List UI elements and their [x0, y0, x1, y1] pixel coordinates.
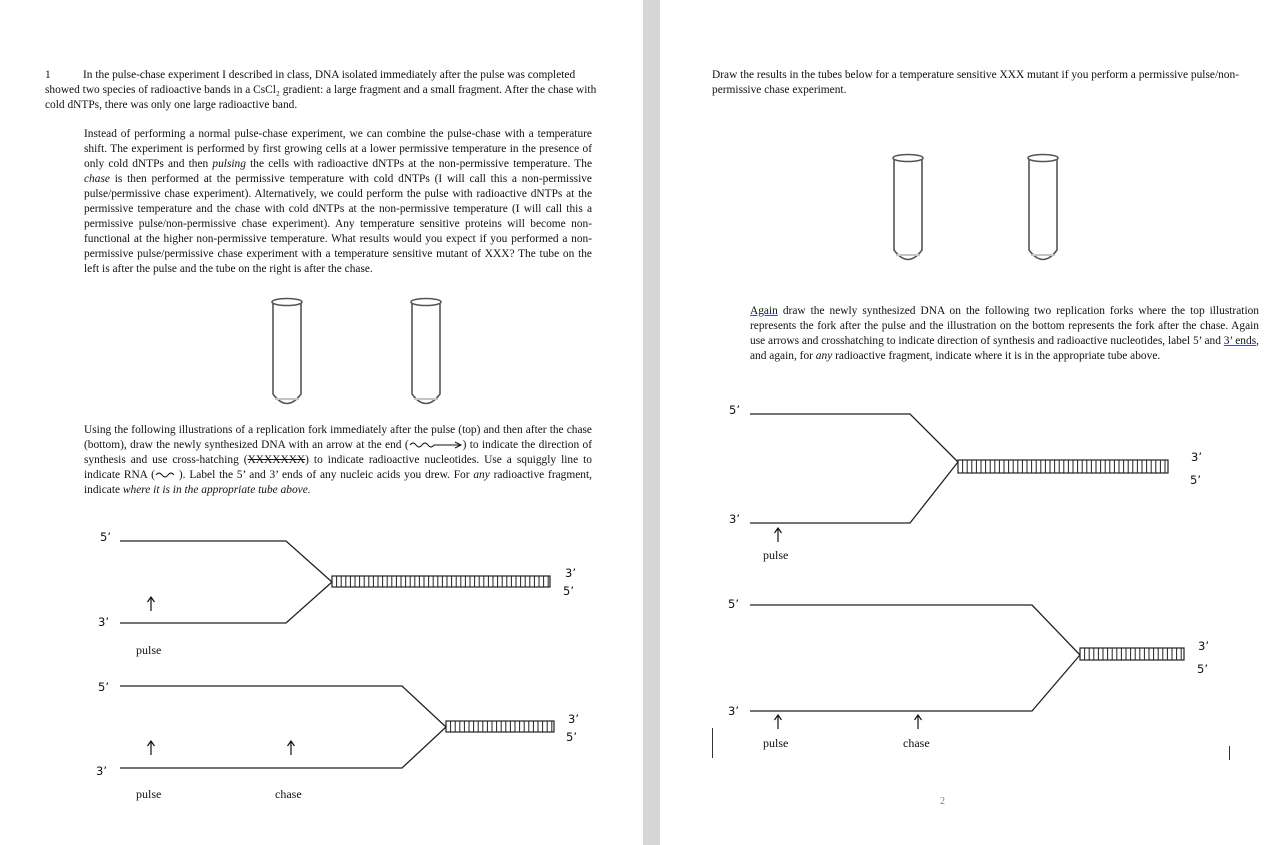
right-fork2-bottom-left-label: 3’	[728, 704, 739, 718]
question-number: 1	[45, 69, 51, 81]
up-arrow-icon	[773, 527, 783, 543]
right-fork1-right-top-label: 3’	[1191, 450, 1202, 464]
test-tube-after-chase[interactable]	[409, 297, 449, 417]
text-cursor-right	[1229, 746, 1230, 760]
right-fork1-bottom-left-label: 3’	[729, 512, 740, 526]
up-arrow-icon	[146, 740, 156, 756]
fork1-right-top-label: 3’	[565, 566, 576, 580]
page-number: 2	[940, 796, 945, 807]
fork2-top-left-label: 5’	[98, 680, 109, 694]
right-fork2-caption-chase: chase	[903, 736, 930, 750]
fork1-top-left-label: 5’	[100, 530, 111, 544]
fork1-caption-pulse: pulse	[136, 643, 162, 657]
experiment-paragraph: Instead of performing a normal pulse-chase experiment, we can combine the pulse-chase with a temperature shift. The experiment is performed by first growing cells at a lower permissive temperature in the presence of only cold dNTPs and then pulsing the cells with radioactive dNTPs at the non-permissive temperature. The chase is then performed at the permissive temperature with cold dNTPs (I will call this a non-permissive pulse/permissive chase experiment). Alternatively, we could perform the pulse with radioactive dNTPs at the permissive temperature and the chase with cold dNTPs at the non-permissive temperature (I will call this a permissive pulse/non-permissive chase experiment). Any temperature sensitive proteins will become non-functional at the higher non-permissive temperature. What results would you expect if you performed a non-permissive pulse/permissive chase experiment with a temperature sensitive mutant of XXX? The tube on the left is after the pulse and the tube on the right is after the chase.	[84, 128, 592, 275]
up-arrow-icon	[146, 596, 156, 612]
right-fork2-right-bottom-label: 5’	[1197, 662, 1208, 676]
test-tube-after-pulse[interactable]	[270, 297, 310, 417]
replication-fork-chase[interactable]	[120, 680, 560, 775]
up-arrow-icon	[773, 714, 783, 730]
right-intro: Draw the results in the tubes below for a temperature sensitive XXX mutant if you perform a permissive pulse/non-permissive chase experiment.	[712, 69, 1239, 96]
up-arrow-icon	[913, 714, 923, 730]
right-fork2-caption-pulse: pulse	[763, 736, 789, 750]
fork1-bottom-left-label: 3’	[98, 615, 109, 629]
fork1-right-bottom-label: 5’	[563, 584, 574, 598]
right-fork1-top-left-label: 5’	[729, 403, 740, 417]
right-page	[660, 0, 1276, 845]
fork2-caption-chase: chase	[275, 787, 302, 801]
fork2-right-bottom-label: 5’	[566, 730, 577, 744]
question-intro: 1 In the pulse-chase experiment I described in class, DNA isolated immediately after the pulse was completed showed two species of radioactive bands in a CsCl₂ gradient: a large fragment and a small fragment. After the chase with cold dNTPs, there was only one large radioactive band.	[45, 69, 597, 111]
right-fork2-right-top-label: 3’	[1198, 639, 1209, 653]
fork2-caption-pulse: pulse	[136, 787, 162, 801]
right-fork1-right-bottom-label: 5’	[1190, 473, 1201, 487]
right-replication-fork-pulse[interactable]	[750, 407, 1190, 527]
fork2-bottom-left-label: 3’	[96, 764, 107, 778]
test-tube-right-1[interactable]	[891, 153, 931, 273]
instructions-paragraph: Using the following illustrations of a replication fork immediately after the pulse (top) and then after the chase (bottom), draw the newly synthesized DNA with an arrow at the end ( ) to indicate the direction of synthesis and use cross-hatching (XXXXXXX) to indicate radioactive nucleotides. Use a squiggly line to indicate RNA ( ). Label the 5’ and 3’ ends of any nucleic acids you drew. For any radioactive fragment, indicate where it is in the appropriate tube above.	[84, 424, 592, 496]
up-arrow-icon	[286, 740, 296, 756]
page-gutter	[643, 0, 660, 845]
squiggle-line-icon	[155, 470, 179, 480]
replication-fork-pulse[interactable]	[120, 535, 560, 630]
fork2-right-top-label: 3’	[568, 712, 579, 726]
right-fork1-caption-pulse: pulse	[763, 548, 789, 562]
right-replication-fork-chase[interactable]	[750, 600, 1190, 720]
right-paragraph: Again draw the newly synthesized DNA on the following two replication forks where the top illustration represents the fork after the pulse and the illustration on the bottom represents the fork after the chase. Again use arrows and crosshatching to indicate direction of synthesis and radioactive nucleotides, label 5’ and 3’ ends, and again, for any radioactive fragment, indicate where it is in the appropriate tube above.	[750, 305, 1259, 362]
squiggle-arrow-icon	[409, 440, 463, 450]
test-tube-right-2[interactable]	[1026, 153, 1066, 273]
text-cursor-left	[712, 728, 713, 758]
right-fork2-top-left-label: 5’	[728, 597, 739, 611]
